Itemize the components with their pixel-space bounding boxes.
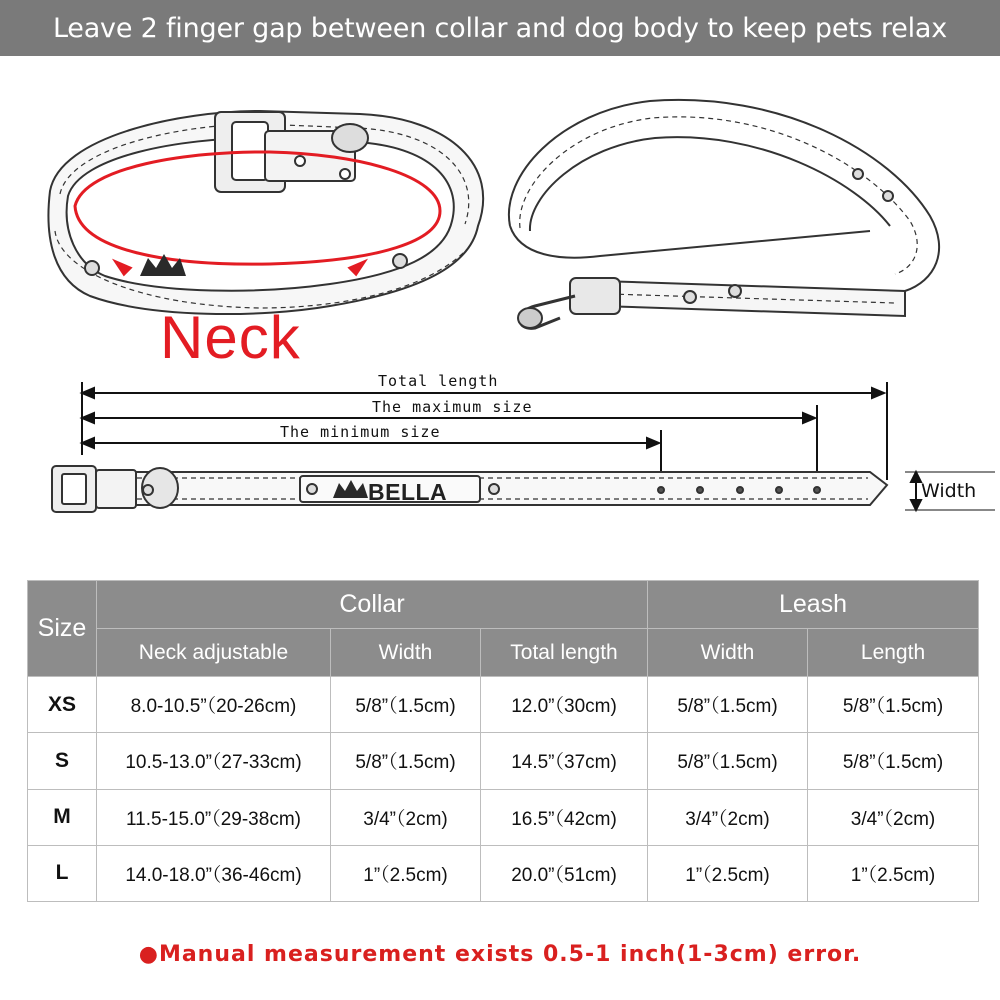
leash-width-cell: 5/8”（1.5cm): [648, 733, 808, 789]
collar-and-leash-drawing: [0, 56, 1000, 356]
leash-width-cell: 1”（2.5cm): [648, 845, 808, 901]
leash-width-header: Width: [648, 629, 808, 677]
collar-width-cell: 3/4”（2cm): [331, 789, 481, 845]
size-cell: L: [28, 845, 97, 901]
leash-width-cell: 5/8”（1.5cm): [648, 677, 808, 733]
table-row: [28, 789, 979, 845]
flat-collar-drawing: [0, 360, 1000, 560]
collar-width-cell: 5/8”（1.5cm): [331, 677, 481, 733]
table-row: [28, 733, 979, 789]
table-row: [28, 677, 979, 733]
leash-header: Leash: [648, 581, 979, 629]
collar-name-diagram: BELLA: [368, 479, 448, 505]
dimension-diagram: [0, 360, 1000, 560]
size-cell: S: [28, 733, 97, 789]
table-row: [28, 845, 979, 901]
measurement-footnote: ●Manual measurement exists 0.5-1 inch(1-3cm) error.: [138, 942, 862, 967]
total-length-cell: 12.0”（30cm): [481, 677, 648, 733]
total-length-cell: 16.5”（42cm): [481, 789, 648, 845]
leash-length-cell: 3/4”（2cm): [808, 789, 979, 845]
collar-header: Collar: [97, 581, 648, 629]
neck-cell: 14.0-18.0”（36-46cm): [97, 845, 331, 901]
total-length-label: Total length: [378, 372, 499, 390]
size-table: [27, 580, 979, 902]
collar-width-cell: 1”（2.5cm): [331, 845, 481, 901]
size-header: Size: [28, 581, 97, 677]
size-cell: M: [28, 789, 97, 845]
total-length-cell: 14.5”（37cm): [481, 733, 648, 789]
width-label: Width: [921, 480, 977, 502]
neck-cell: 11.5-15.0”（29-38cm): [97, 789, 331, 845]
banner: Leave 2 finger gap between collar and dog body to keep pets relax: [0, 0, 1000, 56]
leash-drawing: [509, 100, 939, 328]
neck-adjustable-header: Neck adjustable: [97, 629, 331, 677]
collar-ring-drawing: [48, 111, 483, 314]
total-length-header: Total length: [481, 629, 648, 677]
neck-label: Neck: [160, 304, 301, 371]
leash-length-header: Length: [808, 629, 979, 677]
collar-width-header: Width: [331, 629, 481, 677]
size-cell: XS: [28, 677, 97, 733]
neck-cell: 8.0-10.5”（20-26cm): [97, 677, 331, 733]
leash-length-cell: 5/8”（1.5cm): [808, 677, 979, 733]
leash-length-cell: 5/8”（1.5cm): [808, 733, 979, 789]
neck-cell: 10.5-13.0”（27-33cm): [97, 733, 331, 789]
minimum-size-label: The minimum size: [280, 423, 441, 441]
maximum-size-label: The maximum size: [372, 398, 533, 416]
leash-length-cell: 1”（2.5cm): [808, 845, 979, 901]
product-illustration: [0, 56, 1000, 371]
leash-width-cell: 3/4”（2cm): [648, 789, 808, 845]
total-length-cell: 20.0”（51cm): [481, 845, 648, 901]
collar-width-cell: 5/8”（1.5cm): [331, 733, 481, 789]
